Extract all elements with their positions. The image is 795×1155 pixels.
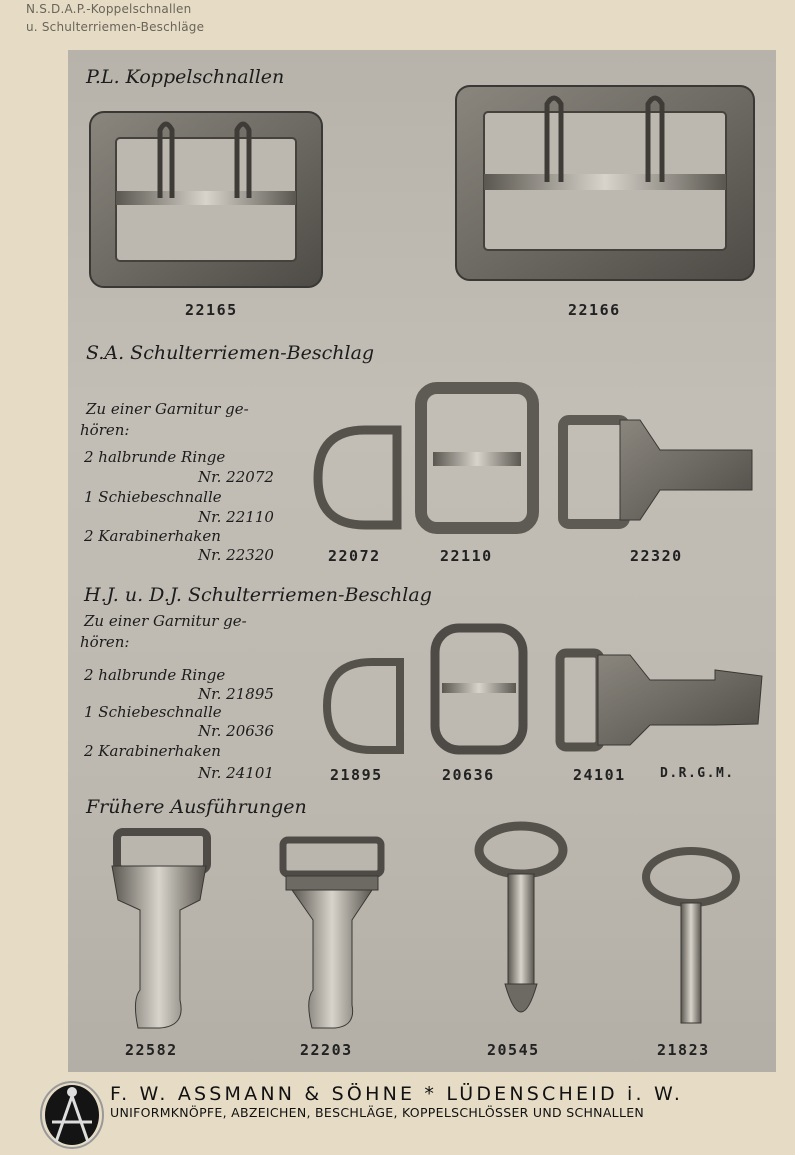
hook-24101 xyxy=(560,653,762,747)
section-title-sa: S.A. Schulterriemen-Beschlag xyxy=(86,342,375,364)
item-number: 22165 xyxy=(185,301,238,319)
description-line: hören: xyxy=(80,633,130,651)
description-line: Nr. 22072 xyxy=(198,468,274,486)
item-number: 21895 xyxy=(330,766,383,784)
description-line: Nr. 21895 xyxy=(198,685,274,703)
description-line: Nr. 20636 xyxy=(198,722,274,740)
slide-buckle-20636 xyxy=(435,628,523,750)
description-line: hören: xyxy=(80,421,130,439)
section-title-old: Frühere Ausführungen xyxy=(86,796,307,818)
item-number: 22582 xyxy=(125,1041,178,1059)
description-line: 1 Schiebeschnalle xyxy=(84,703,222,721)
description-line: Nr. 22320 xyxy=(198,546,274,564)
snap-hook-21823 xyxy=(646,851,736,1023)
description-line: 1 Schiebeschnalle xyxy=(84,488,222,506)
company-logo xyxy=(38,1080,108,1150)
item-number: 22110 xyxy=(440,547,493,565)
item-number: 20636 xyxy=(442,766,495,784)
company-products: UNIFORMKNÖPFE, ABZEICHEN, BESCHLÄGE, KOPPELSCHLÖSSER UND SCHNALLEN xyxy=(110,1105,645,1120)
d-ring-22072 xyxy=(318,430,397,525)
item-number: 22203 xyxy=(300,1041,353,1059)
buckle-22166 xyxy=(456,86,754,280)
description-line: 2 halbrunde Ringe xyxy=(84,666,226,684)
item-number: 22072 xyxy=(328,547,381,565)
description-line: 2 Karabinerhaken xyxy=(84,527,221,545)
description-line: Zu einer Garnitur ge- xyxy=(86,400,249,418)
snap-hook-20545 xyxy=(479,826,563,1012)
header-line-2: u. Schulterriemen-Beschläge xyxy=(26,20,205,34)
description-line: Nr. 22110 xyxy=(198,508,274,526)
buckle-22165 xyxy=(90,112,322,287)
description-line: Zu einer Garnitur ge- xyxy=(84,612,247,630)
item-number: 21823 xyxy=(657,1041,710,1059)
d-ring-21895 xyxy=(327,662,400,750)
slide-buckle-22110 xyxy=(421,388,533,528)
hook-22582 xyxy=(112,832,207,1028)
item-number: 20545 xyxy=(487,1041,540,1059)
header-line-1: N.S.D.A.P.-Koppelschnallen xyxy=(26,2,192,16)
section-title-pl: P.L. Koppelschnallen xyxy=(86,66,285,88)
item-number: 22320 xyxy=(630,547,683,565)
description-line: 2 halbrunde Ringe xyxy=(84,448,226,466)
section-title-hj: H.J. u. D.J. Schulterriemen-Beschlag xyxy=(84,584,432,606)
item-number: 24101 xyxy=(573,766,626,784)
hook-22320 xyxy=(563,420,752,524)
description-line: 2 Karabinerhaken xyxy=(84,742,221,760)
item-number: 22166 xyxy=(568,301,621,319)
hook-22203 xyxy=(283,840,381,1028)
company-name: F. W. ASSMANN & SÖHNE * LÜDENSCHEID i. W. xyxy=(110,1083,684,1105)
drgm-mark: D.R.G.M. xyxy=(660,766,735,781)
description-line: Nr. 24101 xyxy=(198,764,274,782)
